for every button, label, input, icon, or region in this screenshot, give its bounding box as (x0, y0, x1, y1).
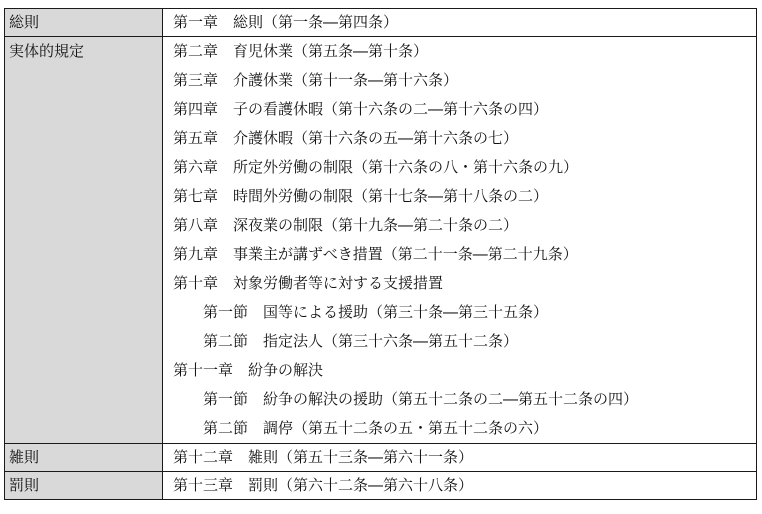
row-substantive-provisions (5, 37, 757, 444)
category-label-general: 総則 (5, 9, 163, 37)
chapter-list-miscellaneous (163, 444, 757, 472)
section-line: 第一節 国等による援助（第三十条―第三十五条） (203, 303, 549, 321)
section-line: 第二節 指定法人（第三十六条―第五十二条） (203, 332, 519, 350)
chapter-line: 第九章 事業主が講ずべき措置（第二十一条―第二十九条） (173, 245, 578, 263)
chapter-line: 第十二章 雑則（第五十三条―第六十一条） (173, 448, 474, 466)
chapter-line: 第三章 介護休業（第十一条―第十六条） (173, 71, 459, 89)
chapter-list-general (163, 9, 757, 37)
section-line: 第二節 調停（第五十二条の五・第五十二条の六） (203, 419, 549, 437)
chapter-line: 第五章 介護休暇（第十六条の五―第十六条の七） (173, 129, 519, 147)
law-structure-table-wrapper (4, 8, 757, 500)
row-miscellaneous-provisions (5, 444, 757, 472)
category-label-substantive: 実体的規定 (5, 37, 163, 444)
chapter-list-penal (163, 472, 757, 500)
category-label-penal: 罰則 (5, 472, 163, 500)
row-penal-provisions (5, 472, 757, 500)
chapter-line: 第七章 時間外労働の制限（第十七条―第十八条の二） (173, 187, 549, 205)
chapter-line: 第十三章 罰則（第六十二条―第六十八条） (173, 476, 474, 494)
category-label-miscellaneous: 雑則 (5, 444, 163, 472)
chapter-line: 第四章 子の看護休暇（第十六条の二―第十六条の四） (173, 100, 549, 118)
section-line: 第一節 紛争の解決の援助（第五十二条の二―第五十二条の四） (203, 390, 639, 408)
chapter-line: 第六章 所定外労働の制限（第十六条の八・第十六条の九） (173, 158, 579, 176)
law-structure-table (4, 8, 757, 500)
chapter-list-substantive (163, 37, 757, 444)
chapter-line: 第十一章 紛争の解決 (173, 361, 324, 379)
chapter-line: 第二章 育児休業（第五条―第十条） (173, 42, 429, 60)
chapter-line: 第八章 深夜業の制限（第十九条―第二十条の二） (173, 216, 519, 234)
chapter-line: 第十章 対象労働者等に対する支援措置 (173, 274, 444, 292)
row-general-provisions (5, 9, 757, 37)
chapter-line: 第一章 総則（第一条―第四条） (173, 13, 399, 31)
